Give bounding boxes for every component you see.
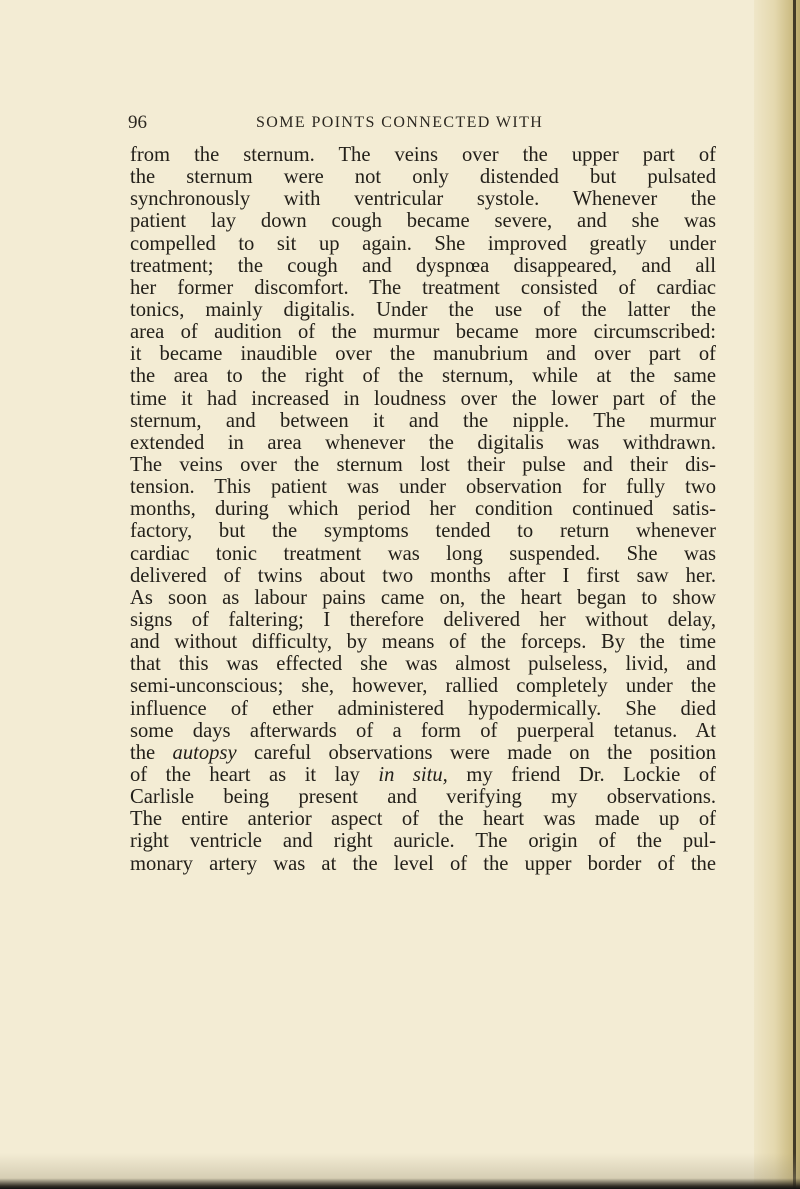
- text-line: tension. This patient was under observation for fully two: [130, 476, 716, 499]
- text-line: time it had increased in loudness over the lower part of the: [130, 387, 716, 410]
- line-segment: careful observations were made on the position: [236, 741, 716, 764]
- text-line: months, during which period her condition continued satis-: [130, 498, 716, 521]
- text-line-in-situ: [130, 764, 716, 786]
- text-line: right ventricle and right auricle. The origin of the pul-: [130, 830, 716, 853]
- text-line: the area to the right of the sternum, while at the same: [130, 365, 716, 388]
- text-line: some days afterwards of a form of puerperal tetanus. At: [130, 719, 716, 742]
- text-line: the sternum were not only distended but pulsated: [130, 166, 716, 189]
- line-segment: the: [130, 741, 173, 764]
- text-line: it became inaudible over the manubrium and over part of: [130, 343, 716, 366]
- line-segment: my friend Dr. Lockie of: [447, 763, 716, 786]
- text-line: tonics, mainly digitalis. Under the use of the latter the: [130, 298, 716, 321]
- binding-edge: [793, 0, 796, 1189]
- text-line: influence of ether administered hypodermically. She died: [130, 697, 716, 720]
- page-bottom-shadow: [0, 1153, 800, 1189]
- text-line: sternum, and between it and the nipple. The murmur: [130, 409, 716, 432]
- text-line: synchronously with ventricular systole. Whenever the: [130, 188, 716, 211]
- text-line: The veins over the sternum lost their pulse and their dis-: [130, 453, 716, 476]
- body-text: [130, 144, 716, 875]
- text-line: that this was effected she was almost pulseless, livid, and: [130, 653, 716, 676]
- text-line: signs of faltering; I therefore delivered her without delay,: [130, 608, 716, 631]
- italic-term-in-situ: in situ,: [378, 763, 448, 786]
- text-line-autopsy: [130, 742, 716, 764]
- text-line: As soon as labour pains came on, the heart began to show: [130, 586, 716, 609]
- line-segment: of the heart as it lay: [130, 763, 379, 786]
- text-line: area of audition of the murmur became more circumscribed:: [130, 321, 716, 344]
- page-header: [128, 112, 718, 138]
- text-line: patient lay down cough became severe, and she was: [130, 210, 716, 233]
- text-line: The entire anterior aspect of the heart was made up of: [130, 808, 716, 831]
- text-line: monary artery was at the level of the upper border of the: [130, 852, 716, 875]
- text-line: extended in area whenever the digitalis was withdrawn.: [130, 431, 716, 454]
- text-line: compelled to sit up again. She improved greatly under: [130, 232, 716, 255]
- text-line: factory, but the symptoms tended to return whenever: [130, 520, 716, 543]
- text-line: from the sternum. The veins over the upper part of: [130, 144, 716, 166]
- text-line: delivered of twins about two months after I first saw her.: [130, 564, 716, 587]
- text-line: Carlisle being present and verifying my observations.: [130, 786, 716, 809]
- text-line: cardiac tonic treatment was long suspended. She was: [130, 542, 716, 565]
- running-head: SOME POINTS CONNECTED WITH: [256, 114, 544, 131]
- text-line: her former discomfort. The treatment consisted of cardiac: [130, 276, 716, 299]
- text-line: treatment; the cough and dyspnœa disappeared, and all: [130, 254, 716, 277]
- text-line: and without difficulty, by means of the forceps. By the time: [130, 631, 716, 654]
- text-line: semi-unconscious; she, however, rallied completely under the: [130, 675, 716, 698]
- page-number: 96: [128, 112, 147, 133]
- italic-term-autopsy: autopsy: [172, 741, 237, 764]
